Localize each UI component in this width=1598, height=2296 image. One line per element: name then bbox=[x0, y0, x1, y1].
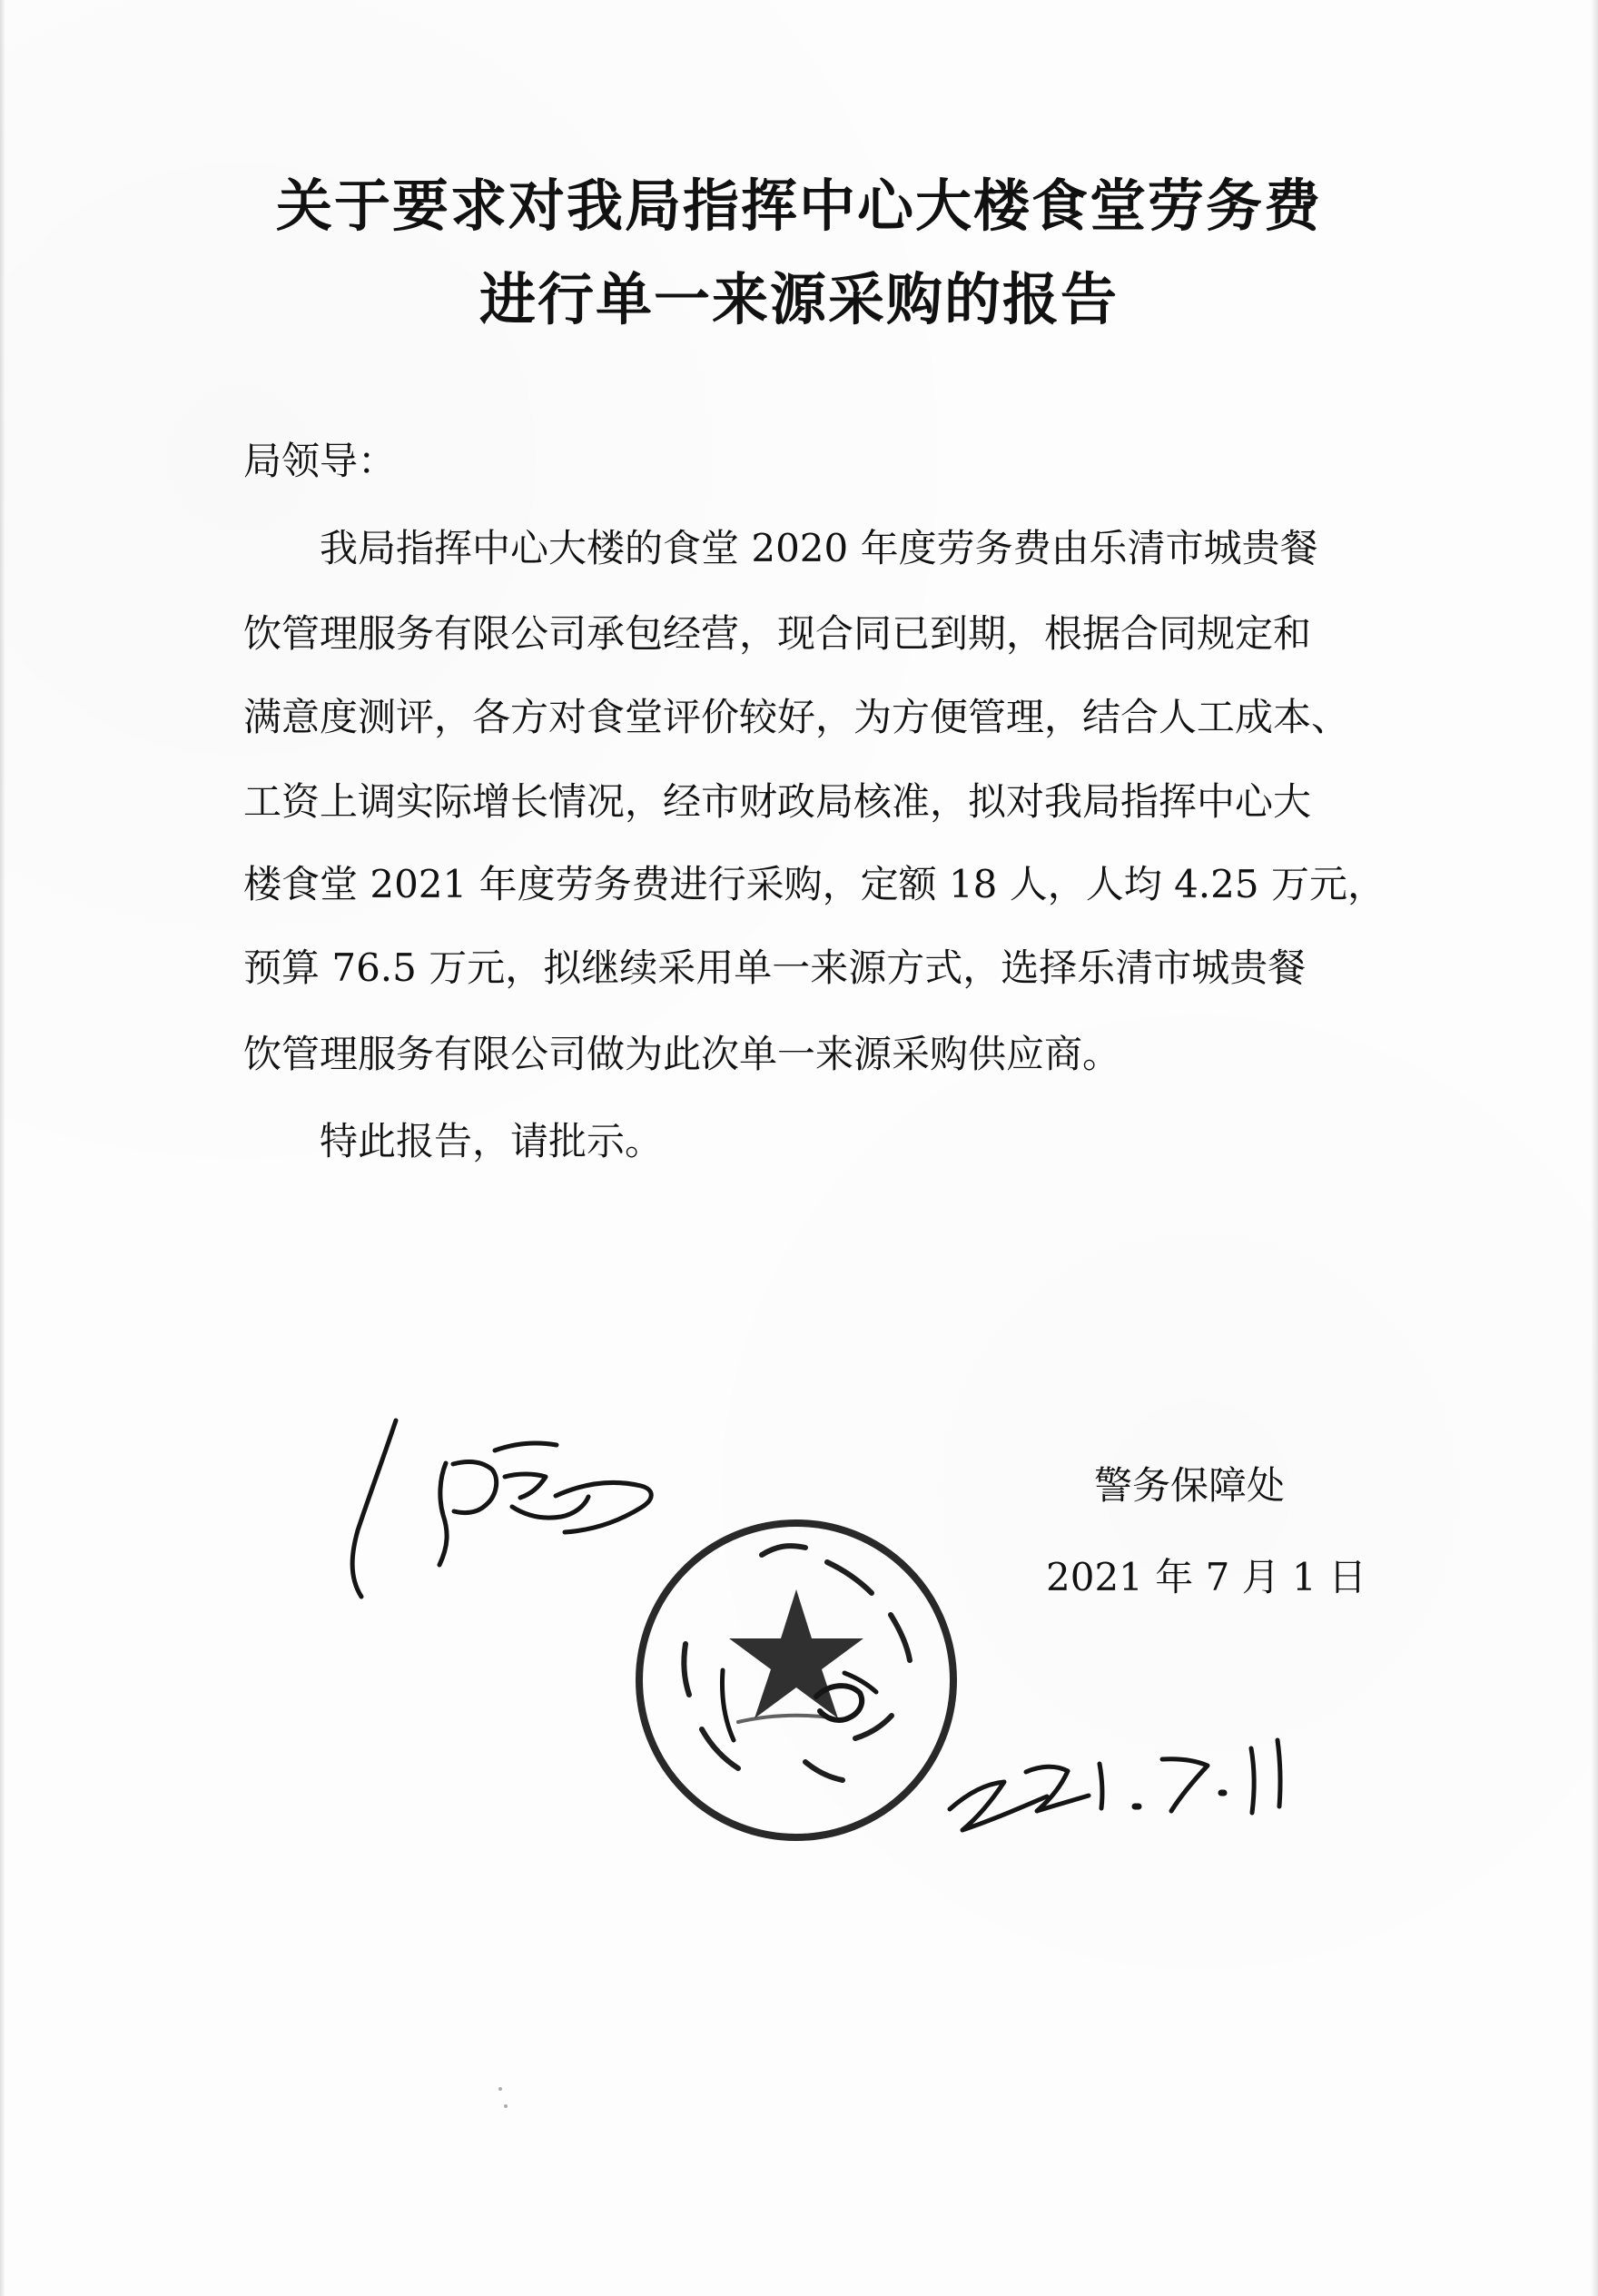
paragraph-line-7: 饮管理服务有限公司做为此次单一来源采购供应商。 bbox=[243, 1032, 1121, 1076]
paragraph-line-4: 工资上调实际增长情况，经市财政局核准，拟对我局指挥中心大 bbox=[243, 779, 1312, 824]
paragraph-line-3: 满意度测评，各方对食堂评价较好，为方便管理，结合人工成本、 bbox=[243, 695, 1350, 739]
handwritten-date bbox=[935, 1707, 1326, 1844]
scan-speck bbox=[498, 2087, 502, 2091]
salutation: 局领导： bbox=[243, 439, 397, 483]
document-title-line-1: 关于要求对我局指挥中心大楼食堂劳务费 bbox=[275, 173, 1322, 239]
document-date: 2021 年 7 月 1 日 bbox=[1046, 1555, 1367, 1599]
scan-speck bbox=[504, 2104, 508, 2108]
scan-shadow-right bbox=[1591, 0, 1598, 2296]
scan-shadow-left bbox=[0, 0, 5, 2296]
paragraph-line-6: 预算 76.5 万元，拟继续采用单一来源方式，选择乐清市城贵餐 bbox=[243, 945, 1307, 990]
paragraph-line-1: 我局指挥中心大楼的食堂 2020 年度劳务费由乐清市城贵餐 bbox=[320, 526, 1318, 570]
official-seal-stamp bbox=[622, 1506, 972, 1856]
issuing-department: 警务保障处 bbox=[1094, 1463, 1286, 1508]
paragraph-line-2: 饮管理服务有限公司承包经营，现合同已到期，根据合同规定和 bbox=[243, 611, 1312, 656]
closing-remark: 特此报告，请批示。 bbox=[320, 1119, 664, 1163]
document-title-line-2: 进行单一来源采购的报告 bbox=[478, 266, 1119, 332]
paragraph-line-5: 楼食堂 2021 年度劳务费进行采购，定额 18 人，人均 4.25 万元， bbox=[243, 862, 1386, 906]
